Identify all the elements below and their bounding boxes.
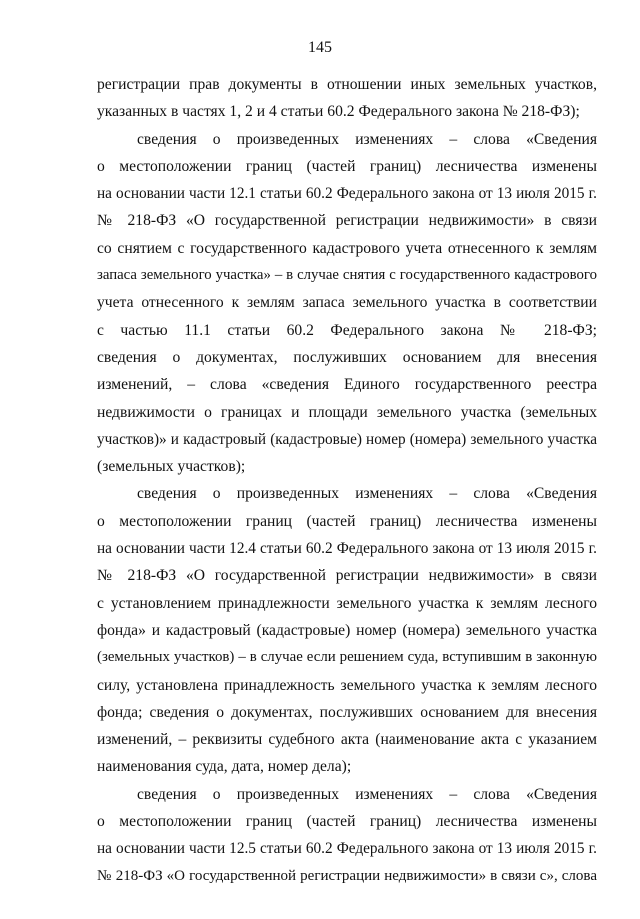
text-line: сведения о документах, послуживших основанием для внесения (97, 348, 597, 366)
text-line: силу, установлена принадлежность земельного участка к землям лесного (97, 676, 597, 694)
text-line: наименования суда, дата, номер дела); (97, 758, 352, 776)
text-line: (земельных участков); (97, 458, 246, 476)
text-line: о местоположении границ (частей границ) лесничества изменены (97, 512, 597, 530)
text-line: № 218-ФЗ «О государственной регистрации недвижимости» в связи с», слова (97, 867, 597, 884)
text-line: (земельных участков) – в случае если решением суда, вступившим в законную (97, 649, 597, 666)
document-body (97, 71, 597, 890)
text-line: учета отнесенного к землям запаса земельного участка в соответствии (97, 294, 597, 312)
text-line: изменений, – реквизиты судебного акта (наименование акта с указанием (97, 731, 597, 749)
text-line: фонда; сведения о документах, послуживших основанием для внесения (97, 703, 597, 721)
text-line: недвижимости о границах и площади земельного участка (земельных (97, 403, 597, 421)
text-line: на основании части 12.4 статьи 60.2 Федерального закона от 13 июля 2015 г. (97, 540, 597, 558)
text-line: о местоположении границ (частей границ) лесничества изменены (97, 813, 597, 831)
text-line: изменений, – слова «сведения Единого государственного реестра (97, 376, 597, 394)
page-number: 145 (308, 39, 332, 56)
text-line: на основании части 12.1 статьи 60.2 Федерального закона от 13 июля 2015 г. (97, 185, 597, 203)
text-line: № 218-ФЗ «О государственной регистрации недвижимости» в связи (97, 567, 597, 585)
text-line: участков)» и кадастровый (кадастровые) номер (номера) земельного участка (97, 430, 597, 448)
text-line: указанных в частях 1, 2 и 4 статьи 60.2 Федерального закона № 218-ФЗ); (97, 103, 580, 121)
text-line: сведения о произведенных изменениях – слова «Сведения (137, 485, 597, 503)
text-line: сведения о произведенных изменениях – слова «Сведения (137, 785, 597, 803)
text-line: запаса земельного участка» – в случае снятия с государственного кадастрового (97, 267, 597, 284)
text-line: регистрации прав документы в отношении иных земельных участков, (97, 76, 597, 93)
text-line: с частью 11.1 статьи 60.2 Федерального закона № 218-ФЗ; (97, 321, 597, 339)
text-line: со снятием с государственного кадастрового учета отнесенного к землям (97, 239, 597, 257)
text-line: сведения о произведенных изменениях – слова «Сведения (137, 130, 597, 148)
text-line: фонда» и кадастровый (кадастровые) номер (номера) земельного участка (97, 621, 597, 639)
text-line: № 218-ФЗ «О государственной регистрации недвижимости» в связи (97, 212, 597, 230)
text-line: о местоположении границ (частей границ) лесничества изменены (97, 157, 597, 175)
text-line: с установлением принадлежности земельного участка к землям лесного (97, 594, 597, 612)
text-line: на основании части 12.5 статьи 60.2 Федерального закона от 13 июля 2015 г. (97, 840, 597, 858)
